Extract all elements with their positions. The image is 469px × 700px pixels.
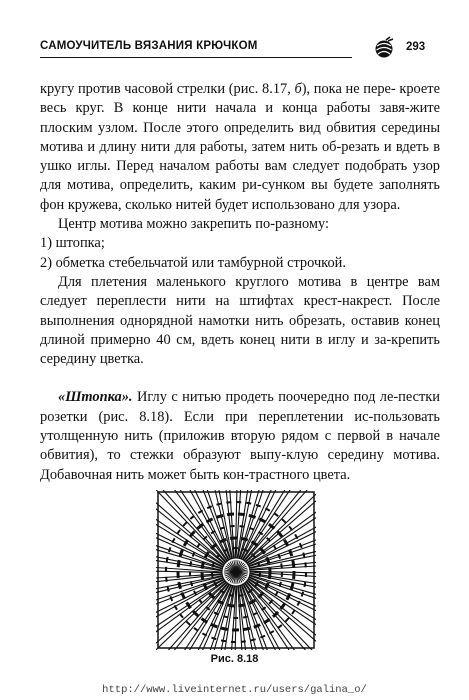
paragraph-2: Центр мотива можно закрепить по-разному: xyxy=(58,216,329,233)
woven-rosette-illustration xyxy=(156,490,316,650)
paragraph-4: «Штопка». Иглу с нитью продеть поочередно под ле-пестки розетки (рис. 8.18). Если при переплетении ис-пользовать утолщенную нить (приложив вторую рядом с первой в начале обвития), то стежки образуют выпу-клую середину мотива. Добавочная нить может быть кон-трастного цвета. xyxy=(40,389,440,483)
paragraph-3: Для плетения маленького круглого мотива в центре вам следует переплести нити на штифтах крест-накрест. После выполнения однорядной намотки нить обрезать, оставив конец длиной примерно 40 см, вдеть конец нити в иглу и за-крепить середину цветка. xyxy=(40,273,440,368)
list-item: 2) обметка стебельчатой или тамбурной строчкой. xyxy=(40,254,346,271)
yarn-ball-icon xyxy=(372,36,396,60)
paragraph-1: кругу против часовой стрелки (рис. 8.17, б), пока не пере- кроете весь круг. В конце нити начала и конца работы завя-жите плоским узлом. После этого определить вид обвития середины мотива и длину нити для работы, затем нить об-резать и вдеть в ушко иглы. Перед началом работы вам следует подобрать узор для мотива, определить, каким ри-сунком вы будете заполнять фон кружева, сколько нитей будет использовано для узора. xyxy=(40,81,440,213)
list-item: 1) штопка; xyxy=(40,235,105,252)
term-shtopka: «Штопка». xyxy=(58,389,133,406)
page-header xyxy=(40,40,440,58)
figure-caption: Рис. 8.18 xyxy=(210,653,259,665)
header-rule xyxy=(40,57,352,58)
body-text xyxy=(40,80,440,485)
page-number: 293 xyxy=(406,41,426,53)
watermark-url: http://www.liveinternet.ru/users/galina_o/ xyxy=(102,684,367,696)
book-title: САМОУЧИТЕЛЬ ВЯЗАНИЯ КРЮЧКОМ xyxy=(40,40,258,52)
